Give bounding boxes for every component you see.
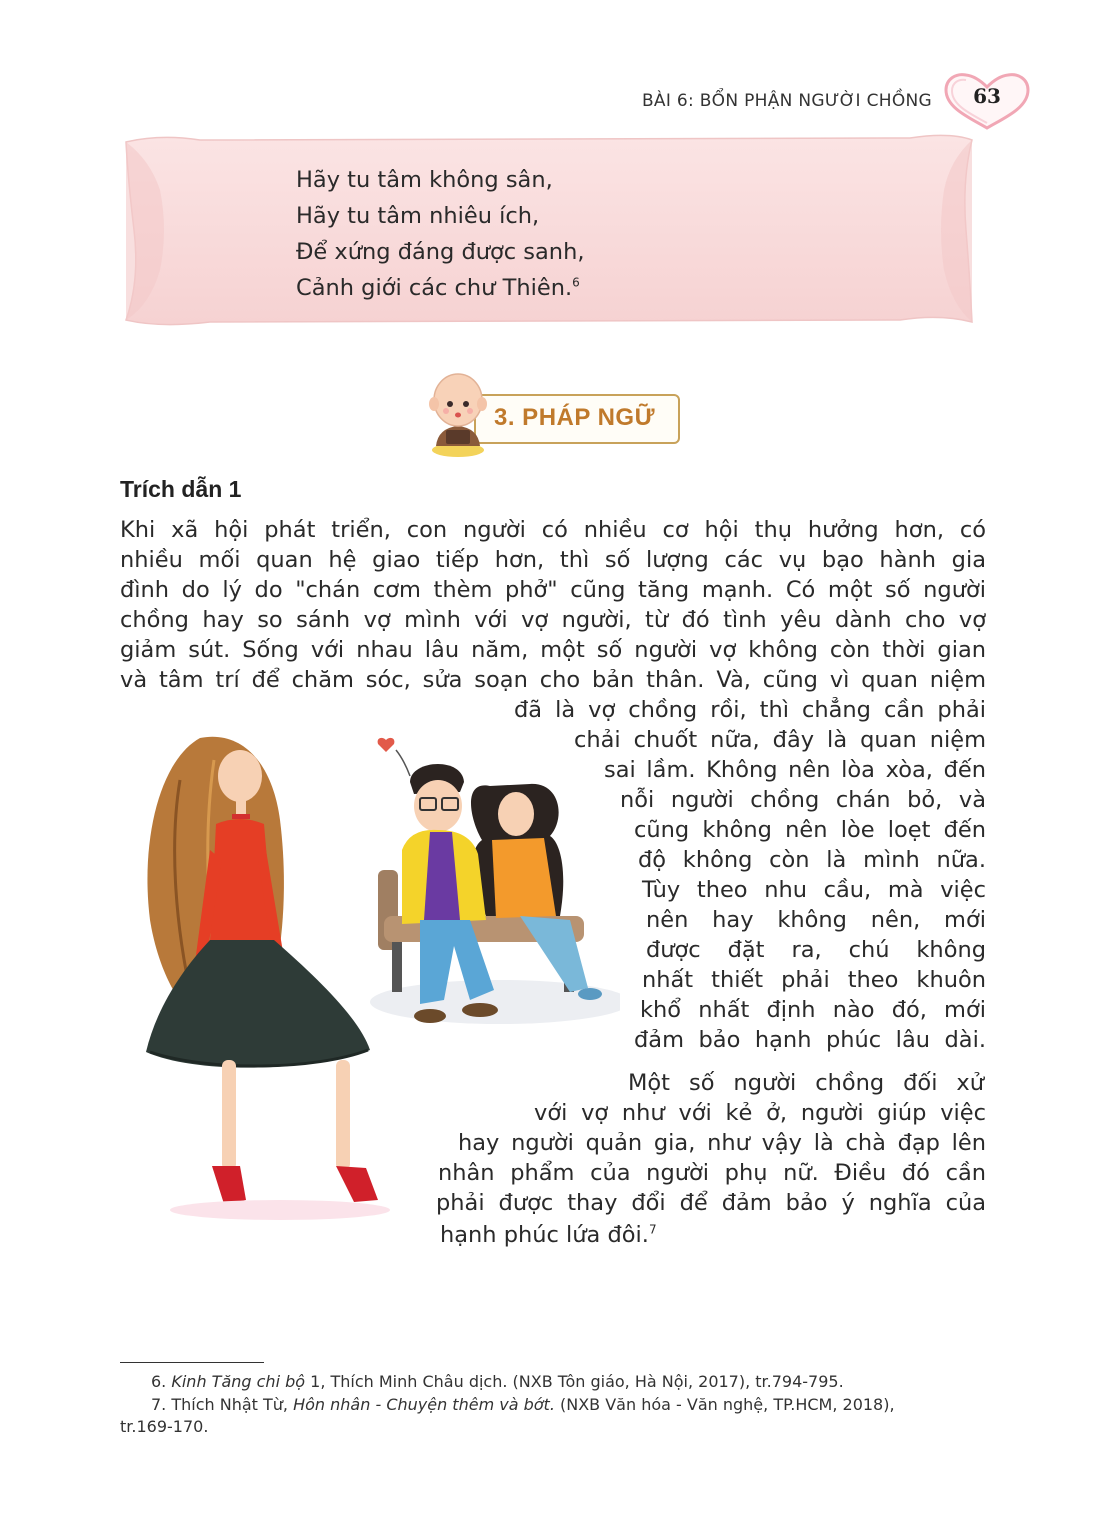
footnote-number: 6. bbox=[151, 1372, 167, 1391]
verse-text bbox=[296, 162, 584, 306]
verse-line: Hãy tu tâm nhiêu ích, bbox=[296, 203, 540, 229]
page-number: 63 bbox=[973, 84, 1001, 108]
footnote-ref: 6 bbox=[572, 275, 580, 290]
footnote-ref: 7 bbox=[648, 1222, 657, 1237]
text-line: phải được thay đổi để đảm bảo ý nghĩa của bbox=[436, 1190, 986, 1216]
text-line: đình do lý do "chán cơm thèm phở" cũng tăng mạnh. Có một số người bbox=[120, 577, 986, 603]
heart-page-badge bbox=[940, 70, 1034, 132]
quote-heading: Trích dẫn 1 bbox=[120, 476, 242, 502]
verse-line: Hãy tu tâm không sân, bbox=[296, 167, 553, 193]
footnote-number: 7. bbox=[151, 1395, 167, 1414]
footnote-divider bbox=[120, 1362, 264, 1363]
section-badge bbox=[420, 366, 682, 458]
footnote-text: 1, Thích Minh Châu dịch. (NXB Tôn giáo, Hà Nội, 2017), tr.794-795. bbox=[305, 1372, 844, 1391]
text-line: giảm sút. Sống với nhau lâu năm, một số người vợ không còn thời gian bbox=[120, 637, 986, 663]
chapter-title: BÀI 6: BỔN PHẬN NGƯỜI CHỒNG bbox=[641, 91, 932, 111]
text-line: đảm bảo hạnh phúc lâu dài. bbox=[634, 1027, 986, 1053]
text-line: nhân phẩm của người phụ nữ. Điều đó cần bbox=[438, 1160, 986, 1186]
page-header bbox=[642, 70, 1034, 132]
footnote-6 bbox=[151, 1371, 844, 1392]
text-line: Một số người chồng đối xử bbox=[628, 1070, 984, 1096]
text-line: sai lầm. Không nên lòa xòa, đến bbox=[604, 757, 986, 783]
text-line: được đặt ra, chú không bbox=[646, 937, 986, 963]
text-line: hay người quản gia, như vậy là chà đạp lên bbox=[458, 1130, 986, 1156]
text-line: nỗi người chồng chán bỏ, và bbox=[620, 787, 986, 813]
text-line: Khi xã hội phát triển, con người có nhiều cơ hội thụ hưởng hơn, có bbox=[120, 517, 986, 543]
text-line: và tâm trí để chăm sóc, sửa soạn cho bản thân. Và, cũng vì quan niệm bbox=[120, 667, 986, 693]
footnote-title: Hôn nhân - Chuyện thêm và bớt. bbox=[293, 1395, 555, 1414]
footnote-author: Thích Nhật Từ, bbox=[166, 1395, 294, 1414]
text-line: chải chuốt nữa, đây là quan niệm bbox=[574, 727, 986, 753]
section-title: 3. PHÁP NGỮ bbox=[494, 404, 656, 431]
text-line bbox=[440, 1222, 986, 1252]
monk-icon bbox=[420, 366, 494, 458]
text-line: cũng không nên lòe loẹt đến bbox=[634, 817, 986, 843]
text-line: đã là vợ chồng rồi, thì chẳng cần phải bbox=[514, 697, 986, 723]
verse-line-text: Cảnh giới các chư Thiên. bbox=[296, 275, 573, 301]
verse-line bbox=[296, 270, 584, 306]
text-line: với vợ như với kẻ ở, người giúp việc bbox=[534, 1100, 986, 1126]
couple-illustration bbox=[140, 720, 620, 1220]
text-line: nhiều mối quan hệ giao tiếp hơn, thì số lượng các vụ bạo hành gia bbox=[120, 547, 986, 573]
text-line: khổ nhất định nào đó, mới bbox=[640, 997, 986, 1023]
footnote-text: (NXB Văn hóa - Văn nghệ, TP.HCM, 2018), bbox=[554, 1395, 895, 1414]
footnote-7-continued: tr.169-170. bbox=[120, 1417, 209, 1436]
verse-scroll bbox=[120, 130, 978, 328]
footnote-7 bbox=[151, 1394, 895, 1415]
text-line: nhất thiết phải theo khuôn bbox=[642, 967, 986, 993]
text-line: độ không còn là mình nữa. bbox=[638, 847, 986, 873]
text-line: nên hay không nên, mới bbox=[646, 907, 986, 933]
verse-line: Để xứng đáng được sanh, bbox=[296, 239, 585, 265]
text-line: Tùy theo nhu cầu, mà việc bbox=[642, 877, 986, 903]
footnote-title: Kinh Tăng chi bộ bbox=[171, 1372, 306, 1391]
text-line-content: hạnh phúc lứa đôi. bbox=[440, 1222, 649, 1248]
text-line: chồng hay so sánh vợ mình với vợ người, từ đó tình yêu dành cho vợ bbox=[120, 607, 986, 633]
